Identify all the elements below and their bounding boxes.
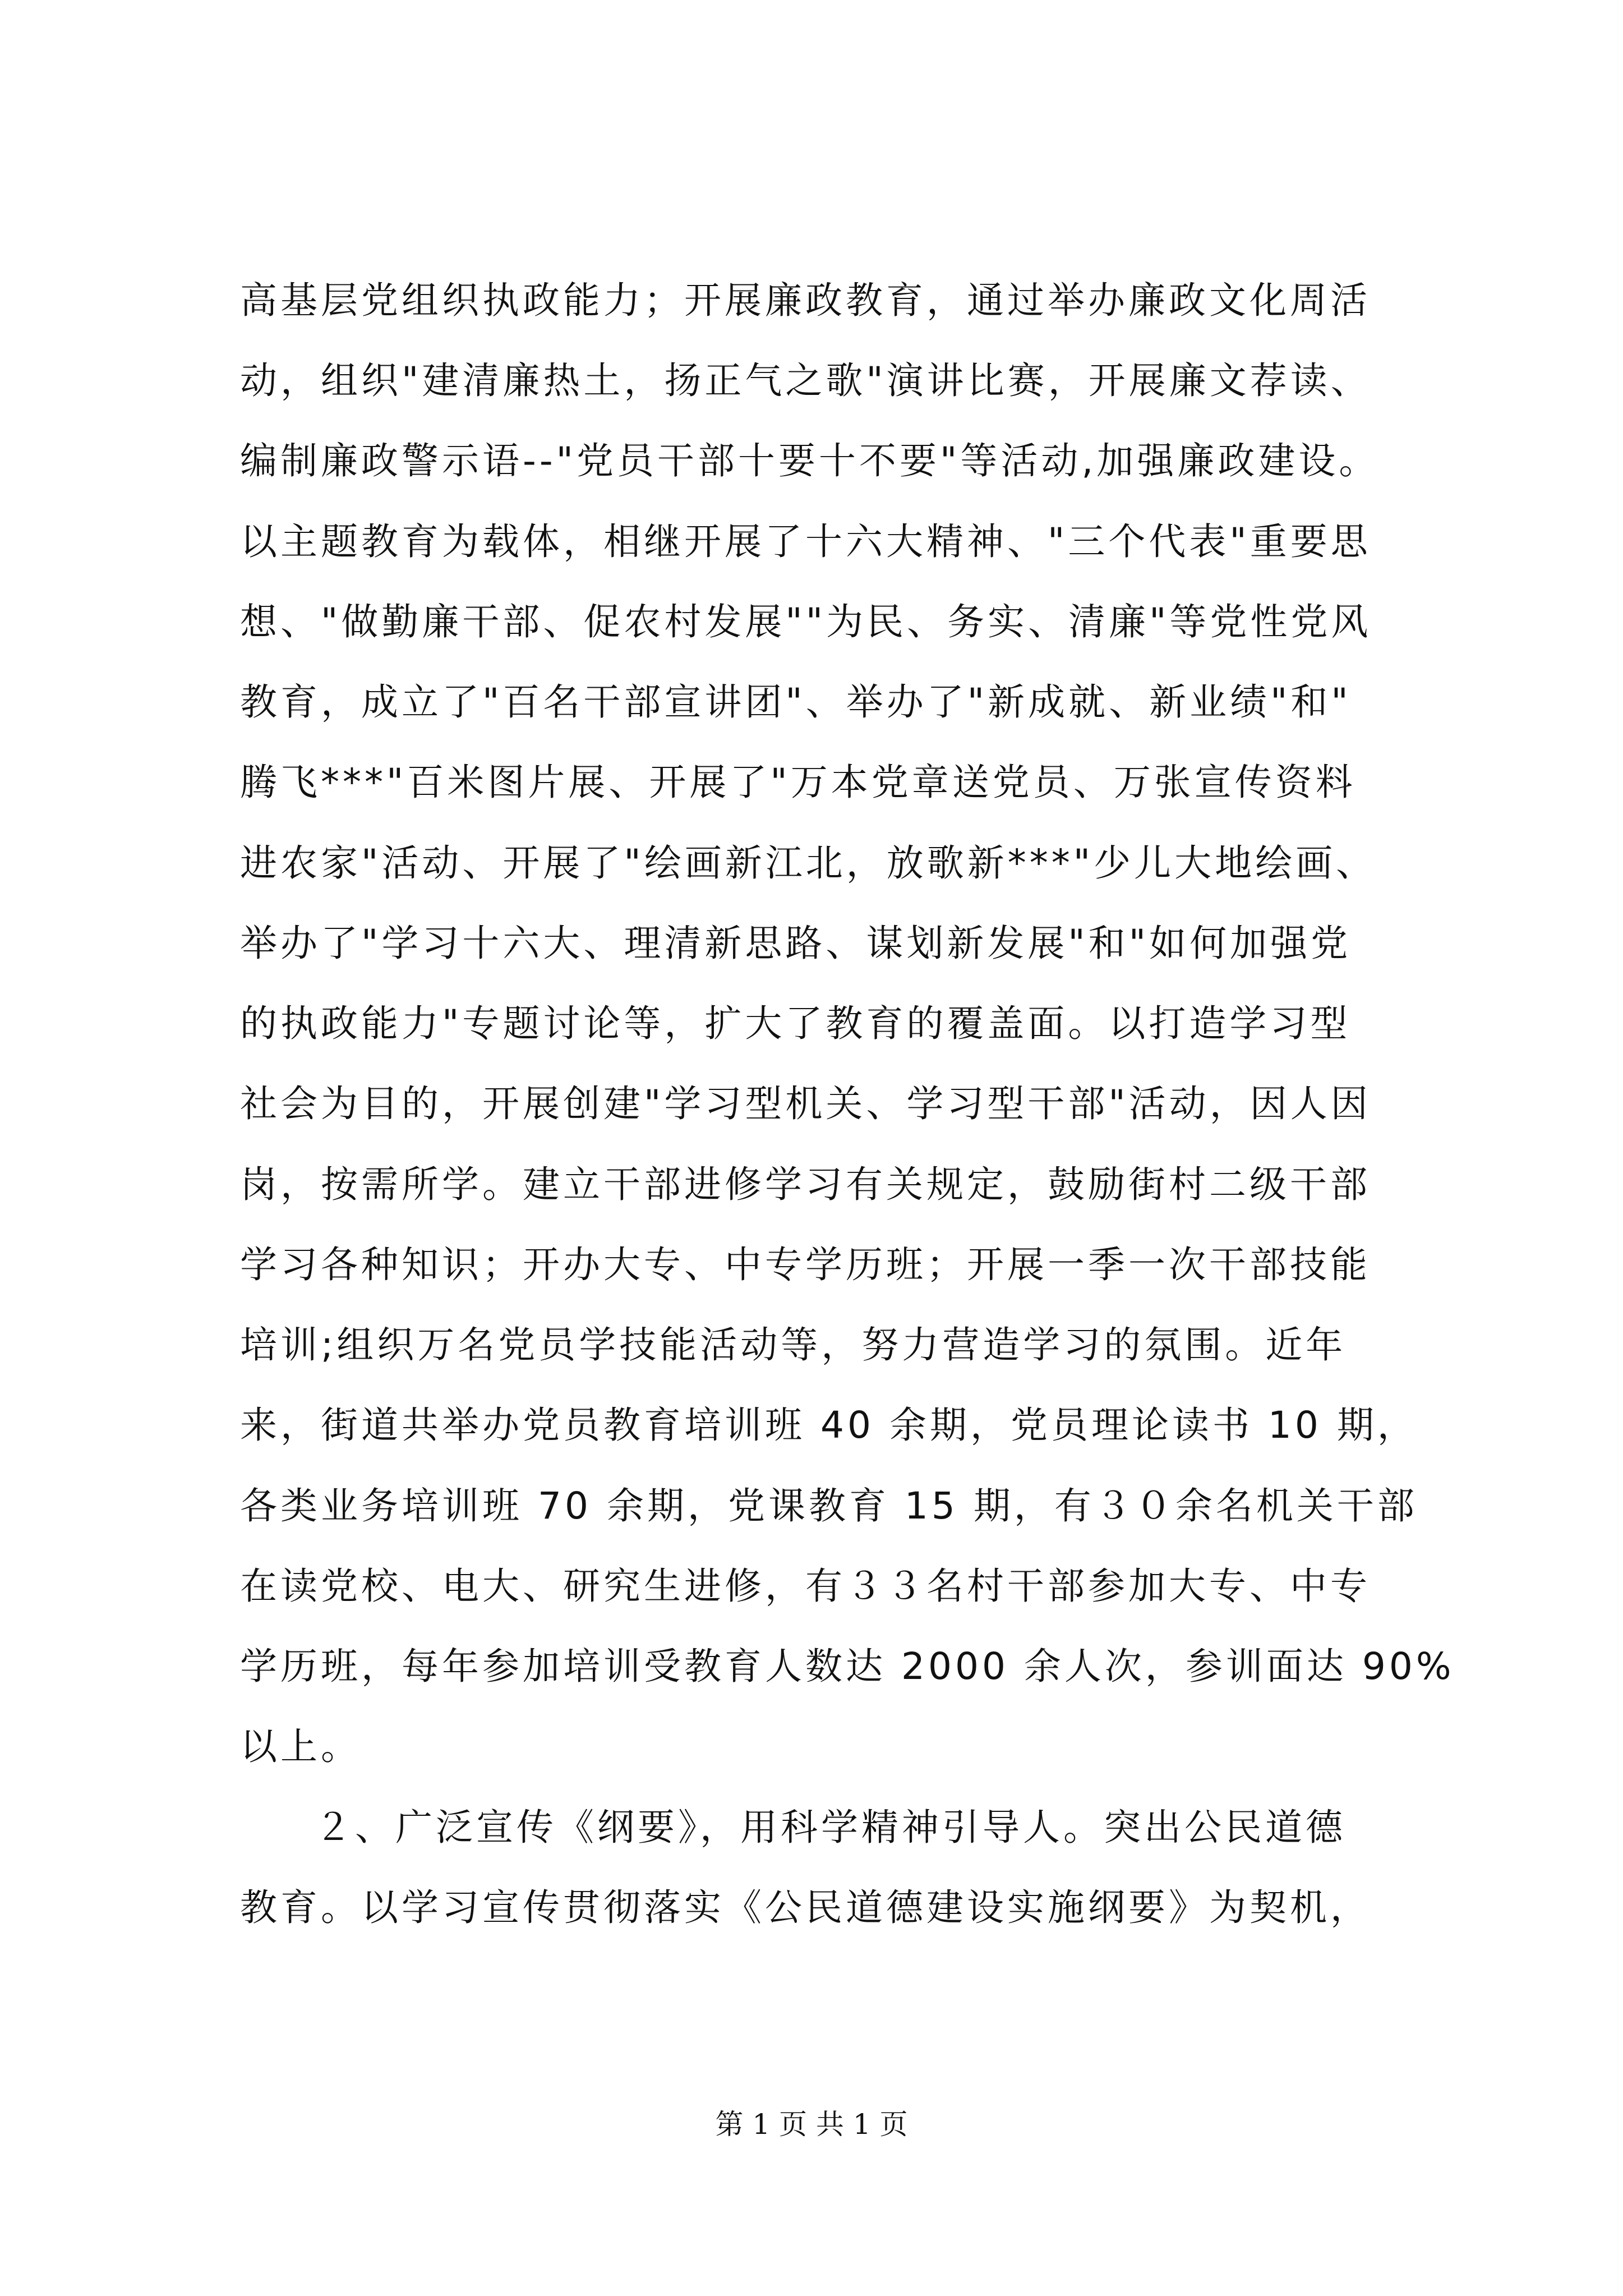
text-line: 腾飞***"百米图片展、开展了"万本党章送党员、万张宣传资料: [240, 761, 1356, 804]
text-line: 在读党校、电大、研究生进修，有３３名村干部参加大专、中专: [240, 1565, 1371, 1608]
text-line: 想、"做勤廉干部、促农村发展""为民、务实、清廉"等党性党风: [240, 600, 1372, 643]
text-line: 的执政能力"专题讨论等，扩大了教育的覆盖面。以打造学习型: [240, 1002, 1351, 1045]
text-line: 动，组织"建清廉热土，扬正气之歌"演讲比赛，开展廉文荐读、: [240, 359, 1371, 402]
text-line: 编制廉政警示语--"党员干部十要十不要"等活动,加强廉政建设。: [240, 439, 1380, 482]
text-line: 各类业务培训班 70 余期，党课教育 15 期，有３０余名机关干部: [240, 1484, 1418, 1527]
text-line: 来，街道共举办党员教育培训班 40 余期，党员理论读书 10 期，: [240, 1404, 1418, 1447]
text-line: ２、广泛宣传《纲要》，用科学精神引导人。突出公民道德: [315, 1806, 1346, 1849]
text-line: 学历班，每年参加培训受教育人数达 2000 余人次，参训面达 90%: [240, 1645, 1455, 1688]
text-line: 教育，成立了"百名干部宣讲团"、举办了"新成就、新业绩"和": [240, 680, 1352, 724]
text-line: 学习各种知识；开办大专、中专学历班；开展一季一次干部技能: [240, 1243, 1371, 1286]
text-line: 教育。以学习宣传贯彻落实《公民道德建设实施纲要》为契机，: [240, 1886, 1371, 1929]
text-line: 社会为目的，开展创建"学习型机关、学习型干部"活动，因人因: [240, 1082, 1371, 1125]
text-line: 岗，按需所学。建立干部进修学习有关规定，鼓励街村二级干部: [240, 1163, 1371, 1206]
text-line: 进农家"活动、开展了"绘画新江北，放歌新***"少儿大地绘画、: [240, 841, 1377, 885]
text-line: 高基层党组织执政能力；开展廉政教育，通过举办廉政文化周活: [240, 279, 1371, 322]
page-footer: 第 1 页 共 1 页: [715, 2108, 908, 2141]
text-line: 举办了"学习十六大、理清新思路、谋划新发展"和"如何加强党: [240, 922, 1352, 965]
text-line: 培训;组织万名党员学技能活动等，努力营造学习的氛围。近年: [240, 1323, 1347, 1366]
text-line: 以主题教育为载体，相继开展了十六大精神、"三个代表"重要思: [240, 520, 1371, 563]
text-line: 以上。: [240, 1725, 361, 1768]
